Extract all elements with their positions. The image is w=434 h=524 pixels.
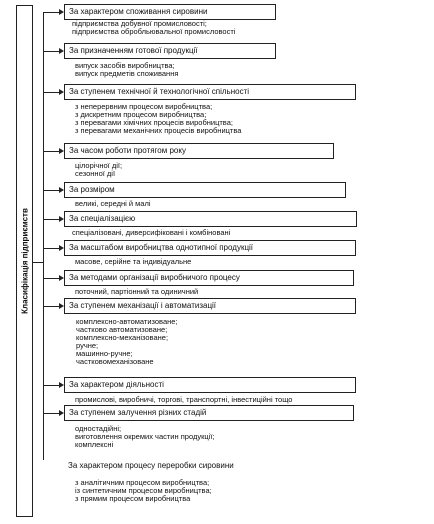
category-item: спеціалізовані, диверсифіковані і комбіновані — [72, 228, 231, 237]
category-item: комплексно-автоматизоване; — [76, 317, 178, 326]
connector-line — [43, 385, 59, 386]
category-box: За ступенем механізації і автоматизації — [64, 298, 356, 314]
category-item: частковомеханізоване — [76, 357, 154, 366]
category-item: сезонної дії — [75, 169, 116, 178]
category-item: промислові, виробничі, торгові, транспортні, інвестиційні тощо — [75, 395, 293, 404]
spine-connector — [33, 262, 43, 263]
connector-line — [43, 190, 59, 191]
category-item: із синтетичним процесом виробництва; — [75, 486, 212, 495]
category-label: За характером процесу переробки сировини — [68, 461, 234, 470]
category-box: За спеціалізацією — [64, 211, 357, 227]
connector-line — [43, 12, 59, 13]
connector-trunk — [43, 12, 44, 460]
category-item: випуск предметів споживання — [75, 69, 179, 78]
connector-line — [43, 51, 59, 52]
category-item: підприємства добувної промисловості; — [72, 19, 207, 28]
connector-line — [43, 219, 59, 220]
connector-line — [43, 151, 59, 152]
category-item: ручне; — [76, 341, 99, 350]
category-item: одностадійні; — [75, 424, 122, 433]
category-item: поточний, партіонний та одиничний — [75, 287, 199, 296]
category-box: За розміром — [64, 182, 346, 198]
category-item: з перевагами хімічних процесів виробництва; — [75, 118, 233, 127]
connector-line — [43, 306, 59, 307]
category-item: комплексно-механізоване; — [76, 333, 169, 342]
category-item: цілорічної дії; — [75, 161, 123, 170]
category-item: машинно-ручне; — [76, 349, 133, 358]
category-box: За характером діяльності — [64, 377, 356, 393]
connector-line — [43, 248, 59, 249]
category-box: За ступенем технічної й технологічної спільності — [64, 84, 356, 100]
category-item: з перевагами механічних процесів виробництва — [75, 126, 242, 135]
category-item: комплексні — [75, 440, 114, 449]
category-item: з аналітичним процесом виробництва; — [75, 478, 210, 487]
connector-line — [43, 413, 59, 414]
classification-spine-box — [16, 5, 33, 517]
category-item: виготовлення окремих частин продукції; — [75, 432, 215, 441]
spine-label: Класифікація підприємств — [20, 208, 29, 314]
category-item: з дискретним процесом виробництва; — [75, 110, 207, 119]
category-box: За часом роботи протягом року — [64, 143, 334, 159]
category-box: За ступенем залучення різних стадій — [64, 405, 354, 421]
category-box: За методами організації виробничого процесу — [64, 270, 354, 286]
category-box: За масштабом виробництва однотипної продукції — [64, 240, 356, 256]
connector-line — [43, 278, 59, 279]
category-item: підприємства обробльювальної промисловості — [72, 27, 236, 36]
connector-line — [43, 92, 59, 93]
category-item: частково автоматизоване; — [76, 325, 168, 334]
category-box: За характером споживання сировини — [64, 4, 276, 20]
category-box: За призначенням готової продукції — [64, 43, 276, 59]
category-item: масове, серійне та індивідуальне — [75, 257, 192, 266]
category-item: великі, середні й малі — [75, 199, 151, 208]
category-item: з неперервним процесом виробництва; — [75, 102, 213, 111]
category-item: з прямим процесом виробництва — [75, 494, 191, 503]
category-item: випуск засобів виробництва; — [75, 61, 175, 70]
